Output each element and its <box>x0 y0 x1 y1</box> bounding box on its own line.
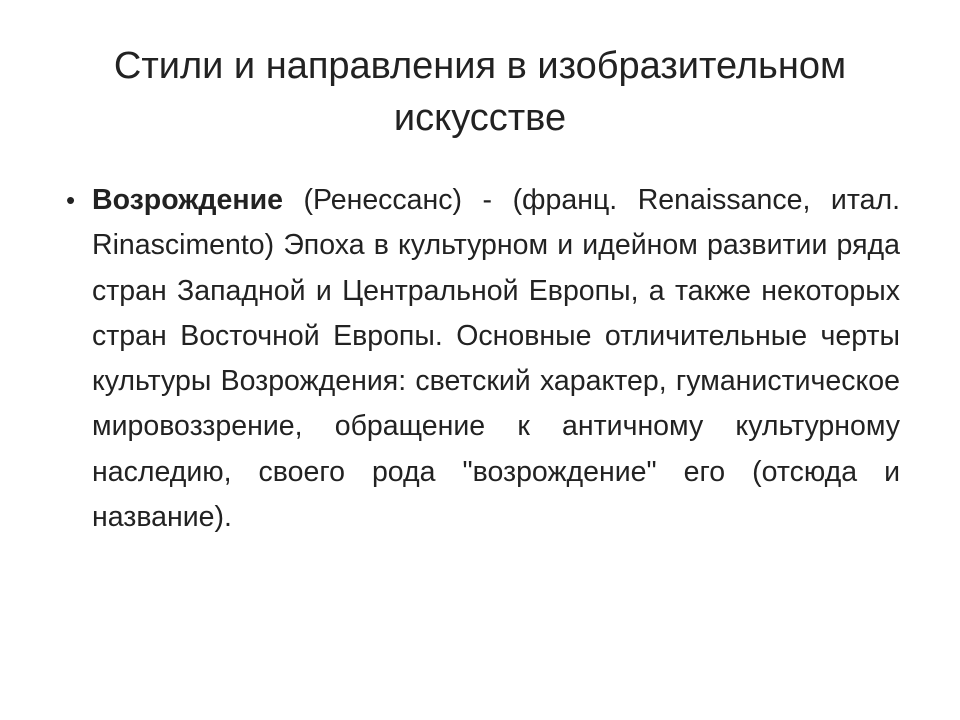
slide-title: Стили и направления в изобразительном искусстве <box>113 45 847 139</box>
bullet-term: Возрождение <box>92 184 283 216</box>
bullet-dot-icon: • <box>66 185 76 215</box>
bullet-paragraph <box>92 178 900 540</box>
slide-content <box>60 178 900 540</box>
bullet-item <box>60 178 900 540</box>
bullet-definition: (Ренессанс) - (франц. Renaissance, итал. Rinascimento) Эпоха в культурном и идейном развитии ряда стран Западной и Центральной Европы, а также некоторых стран Восточной Европы. Основные отличительные черты культуры Возрождения: светский характер, гуманистическое мировоззрение, обращение к античному культурному наследию, своего рода "возрождение" его (отсюда и название). <box>92 184 900 534</box>
